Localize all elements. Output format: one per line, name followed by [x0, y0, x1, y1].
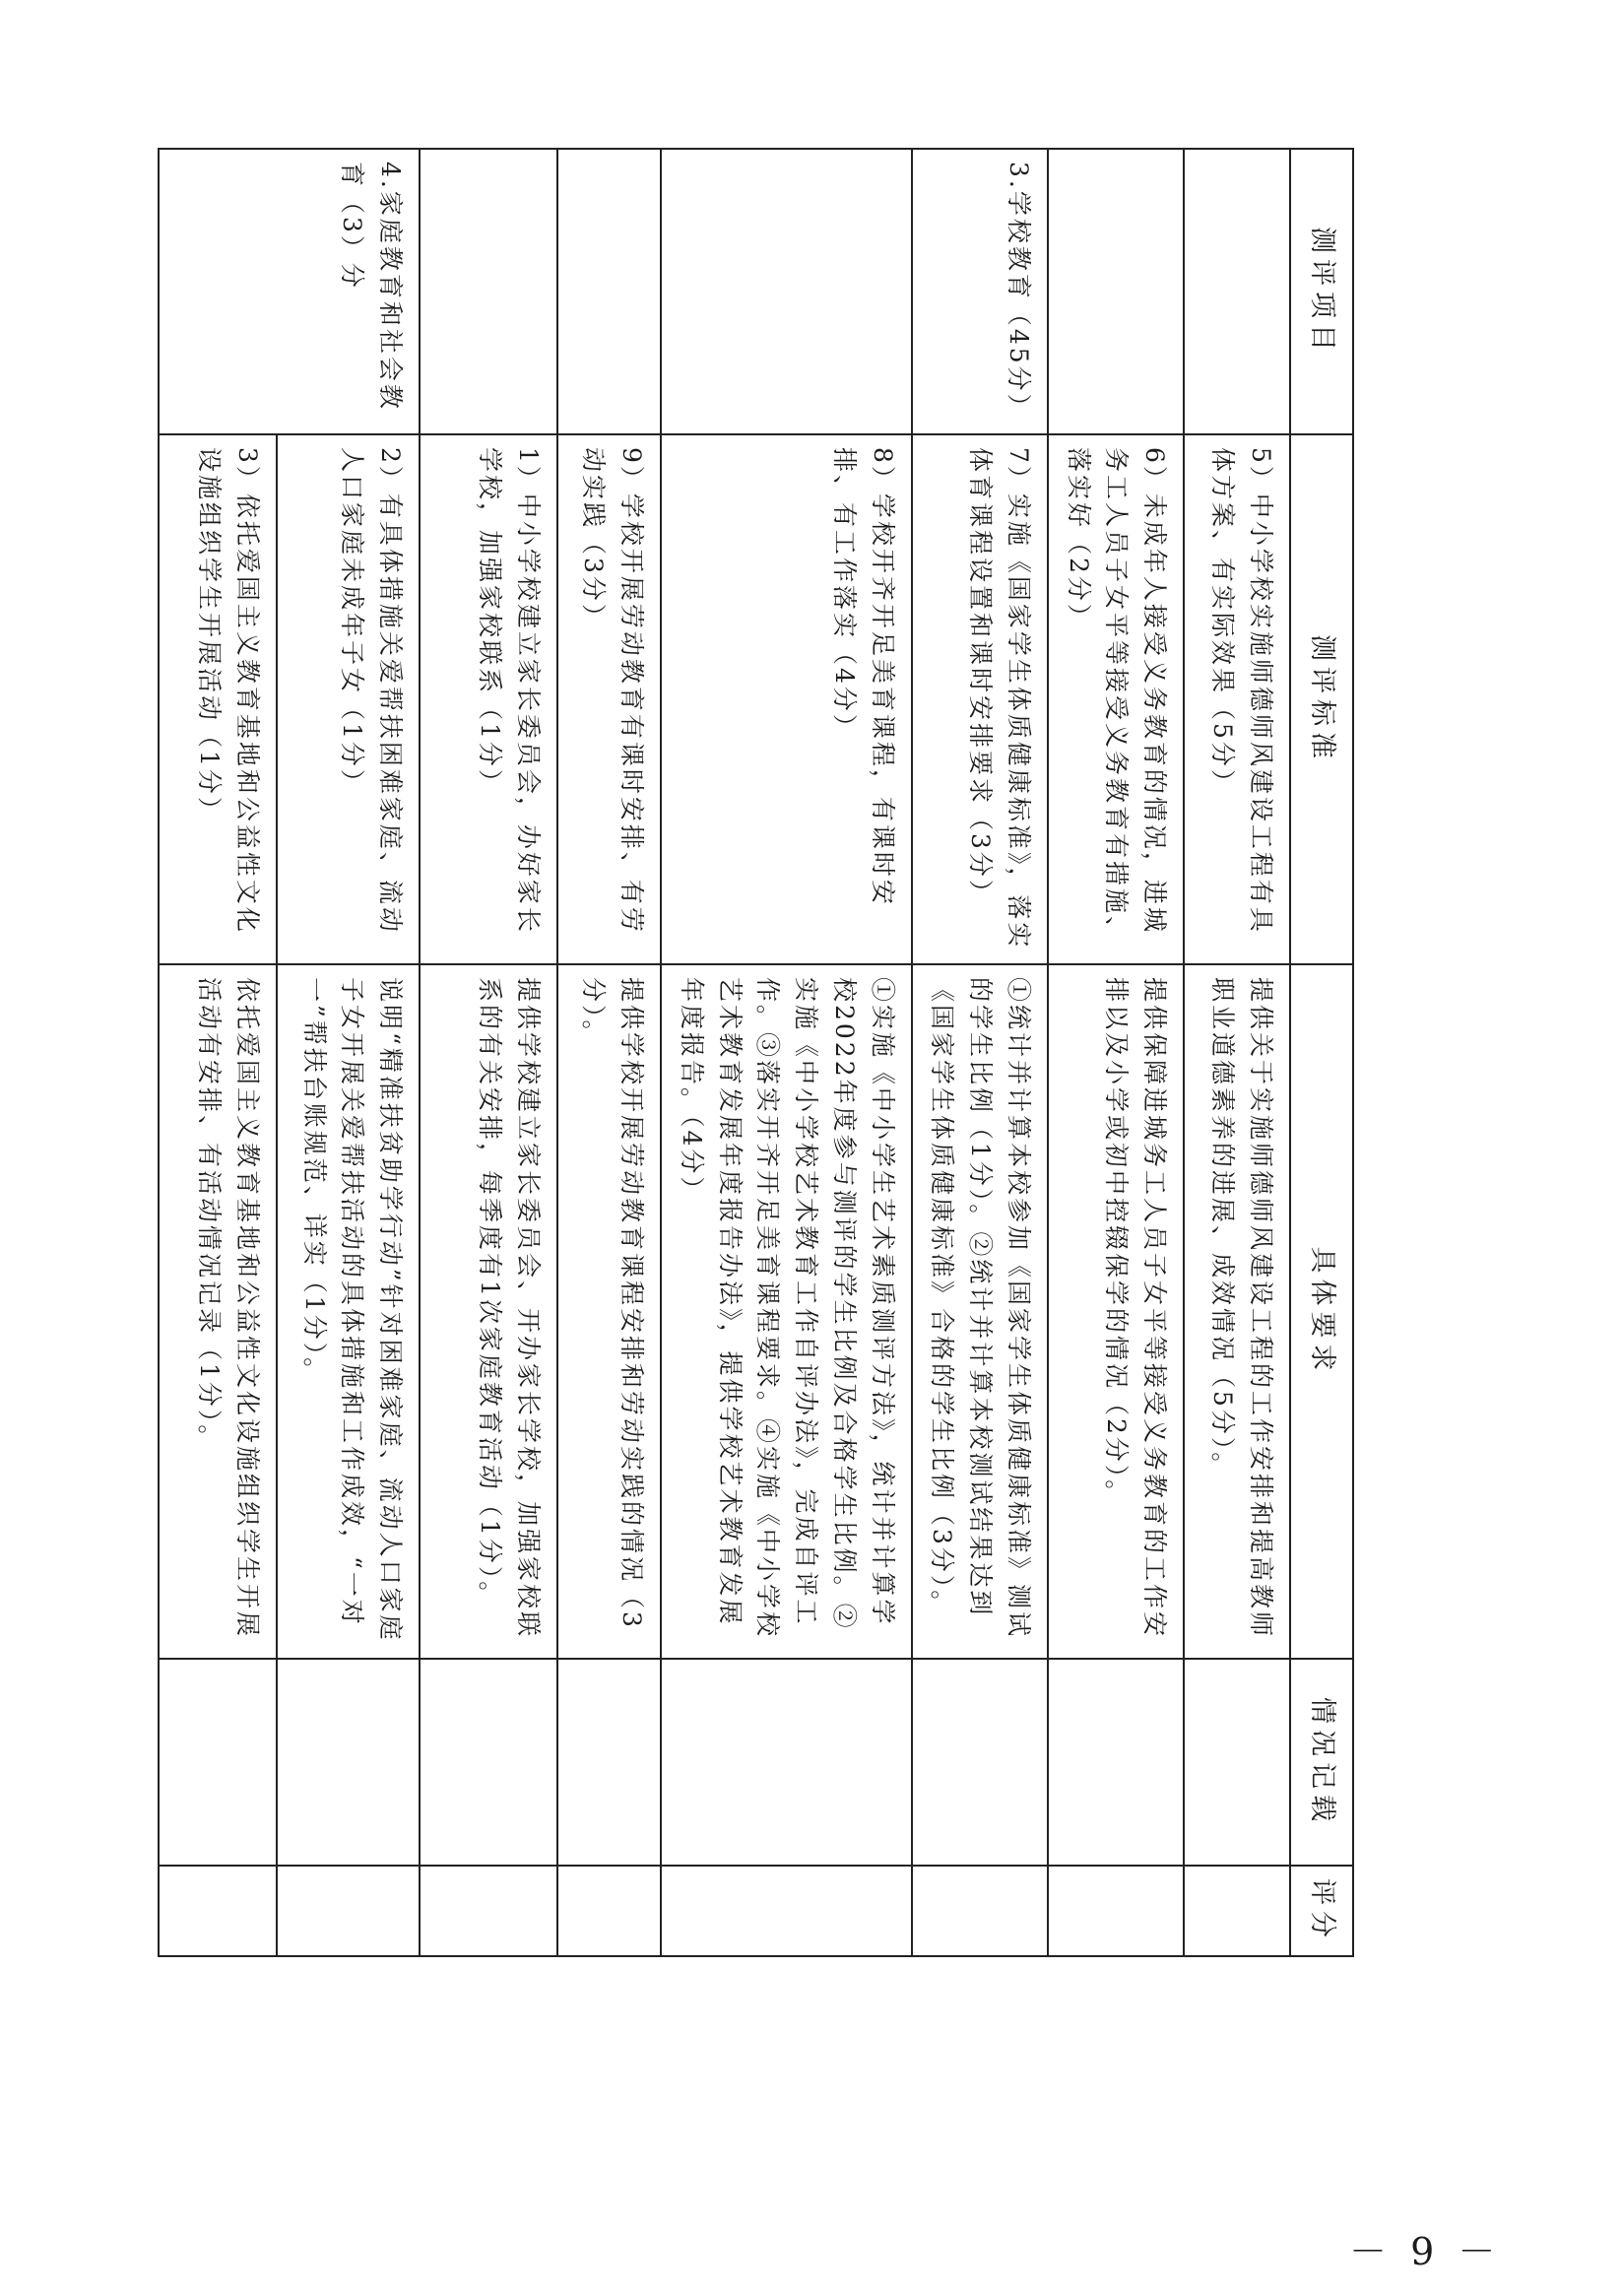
requirement-cell: 提供保障进城务工人员子女平等接受义务教育的工作安排以及小学或初中控辍保学的情况（2分）。	[1048, 964, 1184, 1659]
category-family: 4.家庭教育和社会教育（3）分	[159, 149, 420, 434]
item-cell-empty	[1184, 149, 1290, 434]
requirement-cell: 提供学校建立家长委员会、开办家长学校，加强家校联系的有关安排，每季度有1次家庭教育活动（1分）。	[420, 964, 557, 1659]
table-row	[557, 149, 661, 1956]
category-school: 3.学校教育（45分）	[912, 149, 1048, 434]
score-cell	[159, 1866, 277, 1956]
requirement-cell: 提供学校开展劳动教育课程安排和劳动实践的情况（3分）。	[557, 964, 661, 1659]
record-cell	[661, 1659, 912, 1866]
table-row	[277, 149, 420, 1956]
standard-cell: 1）中小学校建立家长委员会，办好家长学校，加强家校联系（1分）	[420, 434, 557, 964]
standard-cell: 9）学校开展劳动教育有课时安排、有劳动实践（3分）	[557, 434, 661, 964]
header-standard: 测评标准	[1290, 434, 1353, 964]
standard-cell: 5）中小学校实施师德师风建设工程有具体方案、有实际效果（5分）	[1184, 434, 1290, 964]
standard-cell: 8）学校开齐开足美育课程，有课时安排、有工作落实（4分）	[661, 434, 912, 964]
score-cell	[912, 1866, 1048, 1956]
header-row	[1290, 149, 1353, 1956]
item-cell-empty	[661, 149, 912, 434]
score-cell	[420, 1866, 557, 1956]
score-cell	[1184, 1866, 1290, 1956]
header-score: 评分	[1290, 1866, 1353, 1956]
evaluation-table	[158, 148, 1354, 1957]
record-cell	[420, 1659, 557, 1866]
score-cell	[277, 1866, 420, 1956]
record-cell	[1048, 1659, 1184, 1866]
standard-cell: 6）未成年人接受义务教育的情况，进城务工人员子女平等接受义务教育有措施、落实好（2分）	[1048, 434, 1184, 964]
score-cell	[661, 1866, 912, 1956]
table-row	[912, 149, 1048, 1956]
score-cell	[1048, 1866, 1184, 1956]
table-row	[1184, 149, 1290, 1956]
requirement-cell: 提供关于实施师德师风建设工程的工作安排和提高教师职业道德素养的进展、成效情况（5分）。	[1184, 964, 1290, 1659]
requirement-cell: 说明“精准扶贫助学行动”针对困难家庭、流动人口家庭子女开展关爱帮扶活动的具体措施和工作成效，“一对一”帮扶台账规范、详实（1分）。	[277, 964, 420, 1659]
item-cell-empty	[557, 149, 661, 434]
rotated-table-sheet	[195, 148, 1354, 1955]
header-record: 情况记载	[1290, 1659, 1353, 1866]
record-cell	[277, 1659, 420, 1866]
record-cell	[557, 1659, 661, 1866]
table-row	[661, 149, 912, 1956]
standard-cell: 3）依托爱国主义教育基地和公益性文化设施组织学生开展活动（1分）	[159, 434, 277, 964]
score-cell	[557, 1866, 661, 1956]
record-cell	[1184, 1659, 1290, 1866]
table-row	[420, 149, 557, 1956]
standard-cell: 7）实施《国家学生体质健康标准》，落实体育课程设置和课时安排要求（3分）	[912, 434, 1048, 964]
header-requirement: 具体要求	[1290, 964, 1353, 1659]
item-cell-empty	[1048, 149, 1184, 434]
requirement-cell: ①实施《中小学生艺术素质测评方法》，统计并计算学校2022年度参与测评的学生比例及合格学生比例。②实施《中小学校艺术教育工作自评办法》，完成自评工作。③落实开齐开足美育课程要求。④实施《中小学校艺术教育发展年度报告办法》，提供学校艺术教育发展年度报告。（4分）	[661, 964, 912, 1659]
requirement-cell: 依托爱国主义教育基地和公益性文化设施组织学生开展活动有安排、有活动情况记录（1分）。	[159, 964, 277, 1659]
table-row	[1048, 149, 1184, 1956]
standard-cell: 2）有具体措施关爱帮扶困难家庭、流动人口家庭未成年子女（1分）	[277, 434, 420, 964]
page-number: － 9 －	[1349, 2230, 1502, 2273]
requirement-cell: ①统计并计算本校参加《国家学生体质健康标准》测试的学生比例（1分）。②统计并计算本校测试结果达到《国家学生体质健康标准》合格的学生比例（3分）。	[912, 964, 1048, 1659]
header-item: 测评项目	[1290, 149, 1353, 434]
record-cell	[159, 1659, 277, 1866]
record-cell	[912, 1659, 1048, 1866]
item-cell-empty	[420, 149, 557, 434]
